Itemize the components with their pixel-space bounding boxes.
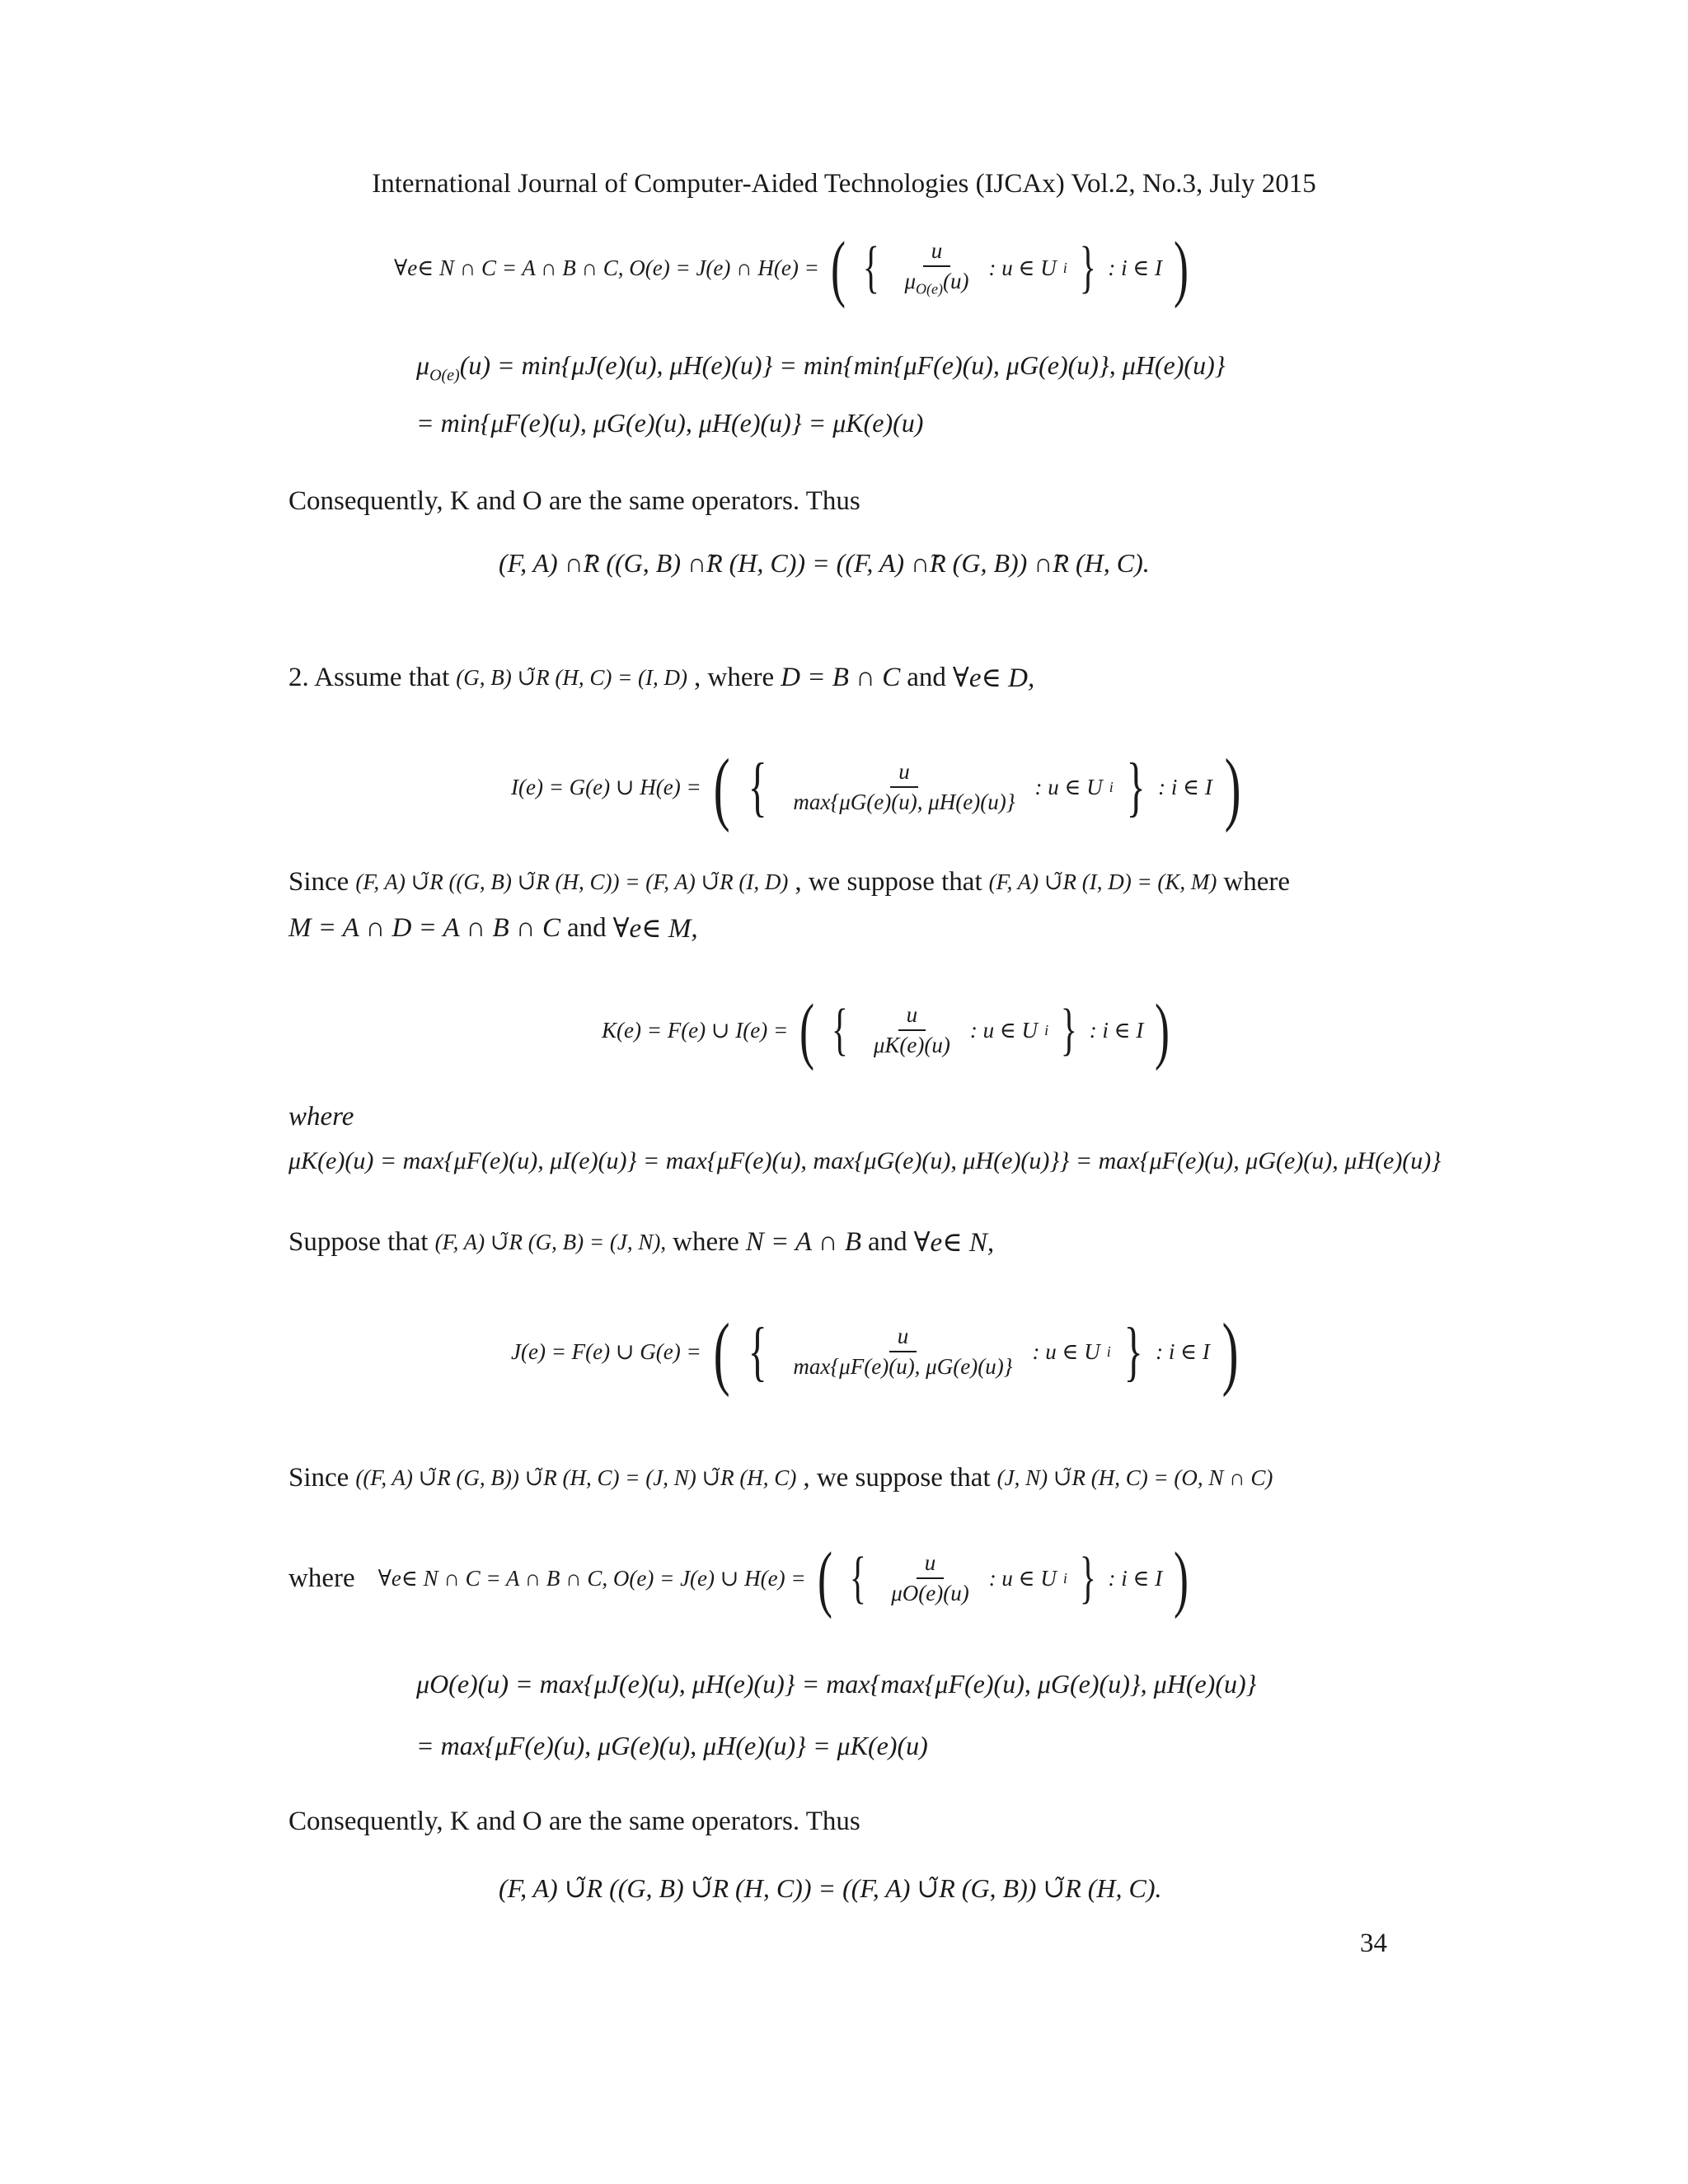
equation-k-union: K(e) = F(e) ∪ I(e) = ( { $\frac{u}{\mu K(e)(u)}$ : u ∈ U i } : i ∈ I ) [602, 989, 1170, 1071]
journal-header: International Journal of Computer-Aided Technologies (IJCAx) Vol.2, No.3, July 2015 [372, 169, 1316, 199]
equation-o-union: where ∀e∈ N ∩ C = A ∩ B ∩ C, O(e) = J(e) ∪ H(e) = ( { $\frac{u}{\mu O(e)(u)}$ : u ∈ U i } : i ∈ I ) [288, 1537, 1189, 1619]
equation-mu-o-min-2: = min{μF(e)(u), μG(e)(u), μH(e)(u)} = μK(e)(u) [416, 408, 924, 438]
since-union-line-3: Since ((F, A) ∪̃R (G, B)) ∪̃R (H, C) = (J, N) ∪̃R (H, C) , we suppose that (J, N) ∪̃R (H, C) = (O, N ∩ C) [288, 1463, 1273, 1493]
equation-i-union: I(e) = G(e) ∪ H(e) = ( { $\frac{u}{\max\{\mu G(e)(u), \mu H(e)(u)\}}$ : u ∈ U i } : i ∈ I ) [511, 741, 1241, 833]
eq1-fraction: $\frac{u}{\mu_{O(e)}(u)}$ [904, 237, 969, 298]
equation-o-intersection: ∀e∈ N ∩ C = A ∩ B ∩ C, O(e) = J(e) ∩ H(e) = ( { $\frac{u}{\mu_{O(e)}(u)}$ : u ∈ U i } : i ∈ I ) [394, 227, 1189, 309]
assumption-union: 2. Assume that (G, B) ∪̃R (H, C) = (I, D) , where D = B ∩ C and ∀e∈ D, [288, 662, 1035, 693]
where-label: where [288, 1102, 354, 1132]
since-union-line-2: M = A ∩ D = A ∩ B ∩ C and ∀e∈ M, [288, 912, 698, 944]
consequently-text-2: Consequently, K and O are the same operators. Thus [288, 1807, 860, 1836]
equation-j-union: J(e) = F(e) ∪ G(e) = ( { $\frac{u}{\max\{\mu F(e)(u), \mu G(e)(u)\}}$ : u ∈ U i } : i ∈ I ) [511, 1305, 1239, 1398]
eq1-lhs: ∀e∈ N ∩ C = A ∩ B ∩ C, O(e) = J(e) ∩ H(e) = [394, 255, 819, 280]
equation-associative-intersection: (F, A) ∩̃R ((G, B) ∩̃R (H, C)) = ((F, A) ∩̃R (G, B)) ∩̃R (H, C). [499, 548, 1150, 578]
equation-mu-k-max: μK(e)(u) = max{μF(e)(u), μI(e)(u)} = max{μF(e)(u), max{μG(e)(u), μH(e)(u)}} = max{μF(e)(u), μG(e)(u), μH(e)(u)} [288, 1147, 1442, 1174]
eq7-fraction: $\frac{u}{\max\{\mu F(e)(u), \mu G(e)(u)\}}$ [793, 1324, 1013, 1379]
eq5-fraction: $\frac{u}{\mu K(e)(u)}$ [873, 1002, 950, 1057]
equation-mu-o-max: μO(e)(u) = max{μJ(e)(u), μH(e)(u)} = max{max{μF(e)(u), μG(e)(u)}, μH(e)(u)} [416, 1669, 1257, 1699]
suppose-union: Suppose that (F, A) ∪̃R (G, B) = (J, N), where N = A ∩ B and ∀e∈ N, [288, 1226, 995, 1258]
equation-mu-o-min: $\mu_{O(e)}(u) = \min\{\mu J(e)(u)$, μH(e)(u)} = min{min{μF(e)(u), μG(e)(u)}, μH(e)(u)} [416, 350, 1226, 385]
since-union-line: Since (F, A) ∪̃R ((G, B) ∪̃R (H, C)) = (F, A) ∪̃R (I, D) , we suppose that (F, A) ∪̃R (I, D) = (K, M) where [288, 867, 1291, 897]
eq4-fraction: $\frac{u}{\max\{\mu G(e)(u), \mu H(e)(u)\}}$ [793, 759, 1015, 814]
eq8-fraction: $\frac{u}{\mu O(e)(u)}$ [891, 1550, 969, 1605]
equation-associative-union: (F, A) ∪̃R ((G, B) ∪̃R (H, C)) = ((F, A) ∪̃R (G, B)) ∪̃R (H, C). [499, 1873, 1162, 1903]
equation-mu-o-max-2: = max{μF(e)(u), μG(e)(u), μH(e)(u)} = μK(e)(u) [416, 1731, 928, 1760]
consequently-text-1: Consequently, K and O are the same operators. Thus [288, 486, 860, 516]
page-number: 34 [1360, 1929, 1387, 1958]
